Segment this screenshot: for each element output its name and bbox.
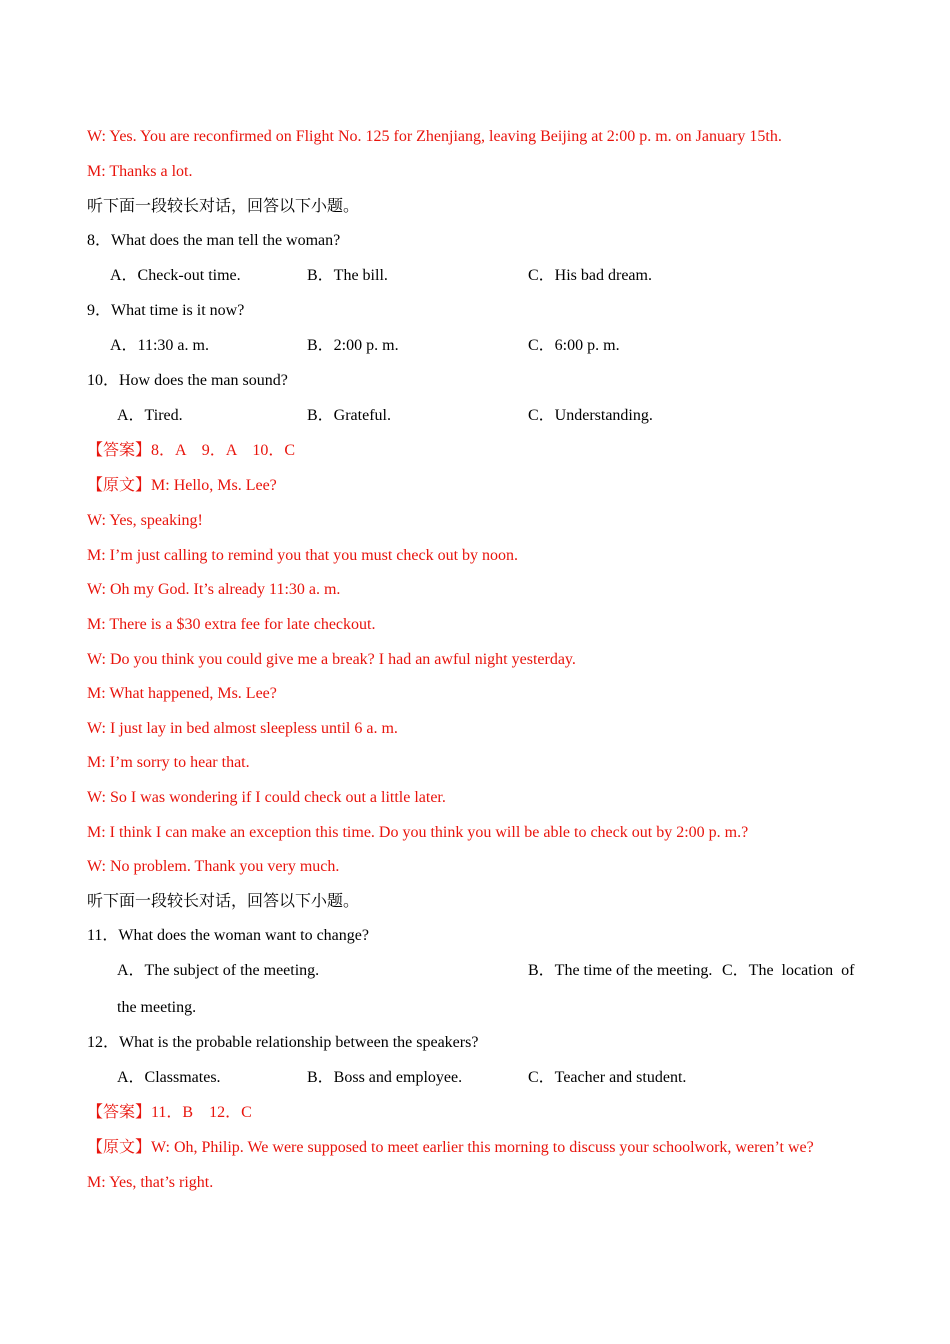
q9-option-c: C．6:00 p. m. [528,337,620,354]
answer-text: 11．B 12．C [151,1104,252,1121]
answer-key [87,1103,252,1123]
q8-option-c: C．His bad dream. [528,267,652,284]
transcript-line: W: Do you think you could give me a break? I had an awful night yesterday. [87,651,576,668]
transcript-header [87,476,277,496]
q12-option-b: B．Boss and employee. [307,1069,463,1086]
transcript-tag: 【原文】 [87,1139,152,1156]
transcript-line: W: Oh my God. It’s already 11:30 a. m. [87,581,341,598]
answer-text: 8．A 9．A 10．C [151,442,296,459]
transcript-line: W: I just lay in bed almost sleepless until 6 a. m. [87,720,398,737]
transcript-first-line: W: Oh, Philip. We were supposed to meet earlier this morning to discuss your schoolwork, weren’t we? [151,1139,814,1156]
section-instruction: 听下面一段较长对话，回答以下小题。 [87,198,360,215]
q11-option-c-continued: the meeting. [117,999,197,1016]
transcript-line: M: Thanks a lot. [87,163,193,180]
transcript-line: M: I’m just calling to remind you that you must check out by noon. [87,547,519,564]
question-10: 10．How does the man sound? [87,372,288,389]
q8-option-b: B．The bill. [307,267,388,284]
q10-option-c: C．Understanding. [528,407,653,424]
transcript-line: W: Yes. You are reconfirmed on Flight No. 125 for Zhenjiang, leaving Beijing at 2:00 p. m. on January 15th. [87,128,782,145]
question-9: 9．What time is it now? [87,302,245,319]
transcript-line: M: There is a $30 extra fee for late checkout. [87,616,376,633]
section-instruction: 听下面一段较长对话，回答以下小题。 [87,893,360,910]
transcript-first-line: M: Hello, Ms. Lee? [151,477,277,494]
q12-option-a: A．Classmates. [117,1069,221,1086]
transcript-line: W: Yes, speaking! [87,512,203,529]
q11-option-c: C．The location of [722,962,855,979]
transcript-header [87,1138,814,1158]
q9-option-a: A．11:30 a. m. [110,337,209,354]
q12-option-c: C．Teacher and student. [528,1069,687,1086]
transcript-line: M: I think I can make an exception this time. Do you think you will be able to check out by 2:00 p. m.? [87,824,749,841]
answer-tag: 【答案】 [87,1104,152,1121]
q11-option-a: A．The subject of the meeting. [117,962,320,979]
transcript-line: W: No problem. Thank you very much. [87,858,340,875]
transcript-line: M: I’m sorry to hear that. [87,754,250,771]
q8-option-a: A．Check-out time. [110,267,241,284]
q10-option-a: A．Tired. [117,407,183,424]
transcript-line: W: So I was wondering if I could check out a little later. [87,789,446,806]
transcript-line: M: What happened, Ms. Lee? [87,685,277,702]
answer-tag: 【答案】 [87,442,152,459]
answer-key [87,441,295,461]
q11-option-b: B．The time of the meeting. [528,962,713,979]
q10-option-b: B．Grateful. [307,407,391,424]
question-11: 11．What does the woman want to change? [87,927,369,944]
question-8: 8．What does the man tell the woman? [87,232,341,249]
transcript-line: M: Yes, that’s right. [87,1174,214,1191]
q9-option-b: B．2:00 p. m. [307,337,399,354]
transcript-tag: 【原文】 [87,477,152,494]
question-12: 12．What is the probable relationship between the speakers? [87,1034,479,1051]
